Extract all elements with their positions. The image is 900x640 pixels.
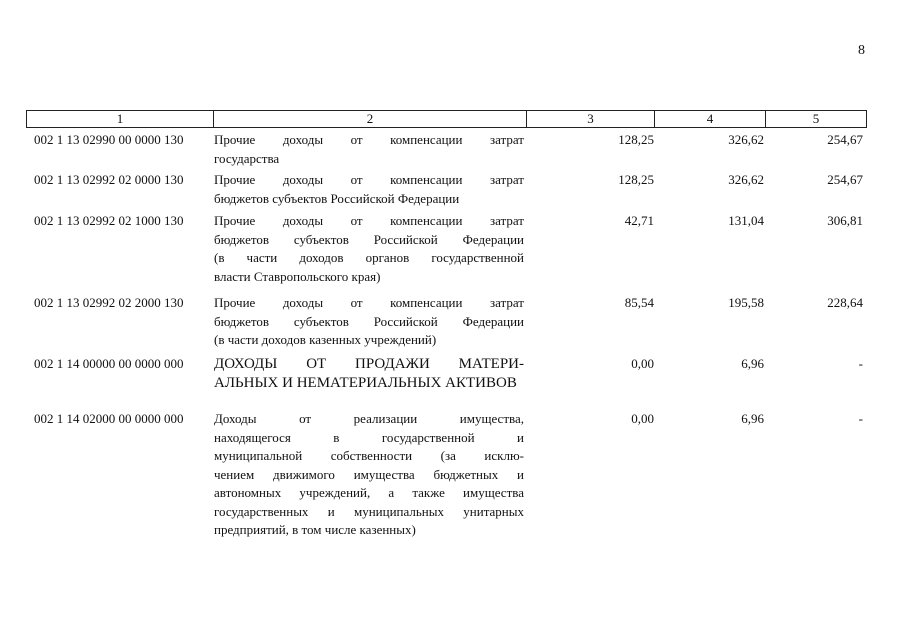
value-col-4: 326,62 [728, 132, 764, 147]
description-line: автономных учреждений, а также имущества [214, 485, 524, 500]
description-line: АЛЬНЫХ И НЕМАТЕРИАЛЬНЫХ АКТИВОВ [214, 375, 517, 391]
value-col-3: 128,25 [618, 172, 654, 187]
description-line: Прочие доходы от компенсации затрат [214, 213, 524, 228]
description-line: муниципальной собственности (за исклю- [214, 448, 524, 463]
budget-code: 002 1 14 00000 00 0000 000 [34, 356, 184, 371]
description-line: Прочие доходы от компенсации затрат [214, 172, 524, 187]
value-col-4: 131,04 [728, 213, 764, 228]
value-col-3: 128,25 [618, 132, 654, 147]
row-description [214, 131, 524, 168]
description-line: (в части доходов органов государственной [214, 250, 524, 265]
description-line: ДОХОДЫ ОТ ПРОДАЖИ МАТЕРИ- [214, 356, 524, 372]
value-col-4: 326,62 [728, 172, 764, 187]
budget-code: 002 1 13 02992 02 0000 130 [34, 172, 184, 187]
budget-code: 002 1 14 02000 00 0000 000 [34, 411, 184, 426]
column-header-2: 2 [214, 111, 527, 127]
row-description [214, 410, 524, 540]
value-col-3: 0,00 [631, 411, 654, 426]
row-description [214, 355, 524, 393]
description-line: власти Ставропольского края) [214, 268, 381, 284]
value-col-5: - [858, 411, 863, 426]
description-line: бюджетов субъектов Российской Федерации [214, 190, 460, 206]
description-line: бюджетов субъектов Российской Федерации [214, 231, 524, 247]
column-header-5: 5 [812, 111, 820, 126]
row-description [214, 212, 524, 286]
description-line: Прочие доходы от компенсации затрат [214, 295, 524, 310]
row-description [214, 294, 524, 350]
value-col-4: 6,96 [741, 356, 764, 371]
value-col-5: 254,67 [827, 132, 863, 147]
row-description [214, 171, 524, 208]
budget-code: 002 1 13 02992 02 2000 130 [34, 295, 184, 310]
description-line: Доходы от реализации имущества, [214, 411, 524, 426]
page-number: 8 [858, 43, 865, 58]
value-col-3: 0,00 [631, 356, 654, 371]
description-line: Прочие доходы от компенсации затрат [214, 132, 524, 147]
value-col-5: 306,81 [827, 213, 863, 228]
description-line: государства [214, 150, 280, 166]
column-header-1: 1 [27, 111, 214, 127]
description-line: находящегося в государственной и [214, 429, 524, 445]
description-line: чением движимого имущества бюджетных и [214, 466, 524, 482]
description-line: (в части доходов казенных учреждений) [214, 332, 437, 347]
value-col-4: 195,58 [728, 295, 764, 310]
budget-code: 002 1 13 02992 02 1000 130 [34, 213, 184, 228]
value-col-5: - [858, 356, 863, 371]
value-col-3: 42,71 [624, 213, 654, 228]
value-col-4: 6,96 [741, 411, 764, 426]
column-header-4: 4 [655, 111, 766, 127]
description-line: государственных и муниципальных унитарных [214, 503, 524, 519]
description-line: бюджетов субъектов Российской Федерации [214, 313, 524, 329]
value-col-5: 254,67 [827, 172, 863, 187]
value-col-5: 228,64 [827, 295, 863, 310]
description-line: предприятий, в том числе казенных) [214, 522, 416, 537]
column-header-3: 3 [527, 111, 655, 127]
budget-code: 002 1 13 02990 00 0000 130 [34, 132, 184, 147]
value-col-3: 85,54 [624, 295, 654, 310]
table-header [26, 110, 867, 128]
